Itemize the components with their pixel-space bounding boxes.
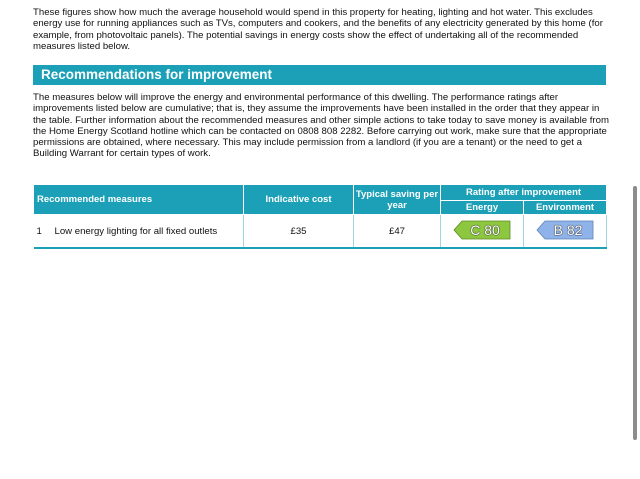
environment-rating-arrow	[536, 220, 594, 240]
energy-rating-label: C 80	[470, 221, 500, 238]
environment-rating-label: B 82	[553, 221, 583, 238]
header-rating-group: Rating after improvement	[441, 185, 607, 201]
header-energy: Energy	[441, 200, 524, 214]
body-paragraph: The measures below will improve the energy and environmental performance of this dwelling. The performance ratings after improvements listed below are cumulative; that is, they assume the improvements have been installed in the order that they appear in the table. Further information about the recommended measures and other simple actions to take today to save money is available from the Home Energy Scotland hotline which can be contacted on 0808 808 2282. Before carrying out work, make sure that the appropriate permissions are obtained, where necessary. This may include permission from a landlord (if you are a tenant) or the need to get a Building Warrant for certain types of work.	[33, 92, 609, 160]
intro-paragraph: These figures show how much the average household would spend in this property for heating, lighting and hot water. This excludes energy use for running appliances such as TVs, computers and cookers, and the benefits of any electricity generated by this home (for example, from photovoltaic panels). The potential savings in energy costs show the effect of undertaking all of the recommended measures listed below.	[33, 7, 603, 52]
measure-cell	[34, 215, 244, 249]
header-environment: Environment	[524, 200, 607, 214]
saving-cell: £47	[354, 215, 441, 249]
measure-name: Low energy lighting for all fixed outlets	[54, 225, 218, 237]
row-number: 1	[36, 225, 42, 237]
environment-rating-cell	[524, 215, 607, 249]
energy-rating-cell	[441, 215, 524, 249]
header-measures: Recommended measures	[34, 185, 244, 215]
energy-rating-arrow	[453, 220, 511, 240]
header-saving: Typical saving per year	[354, 185, 441, 215]
header-cost: Indicative cost	[244, 185, 354, 215]
cost-cell: £35	[244, 215, 354, 249]
section-heading: Recommendations for improvement	[33, 65, 606, 85]
recommendations-table	[33, 184, 607, 249]
table-row	[34, 215, 607, 249]
vertical-scrollbar[interactable]	[633, 186, 637, 440]
